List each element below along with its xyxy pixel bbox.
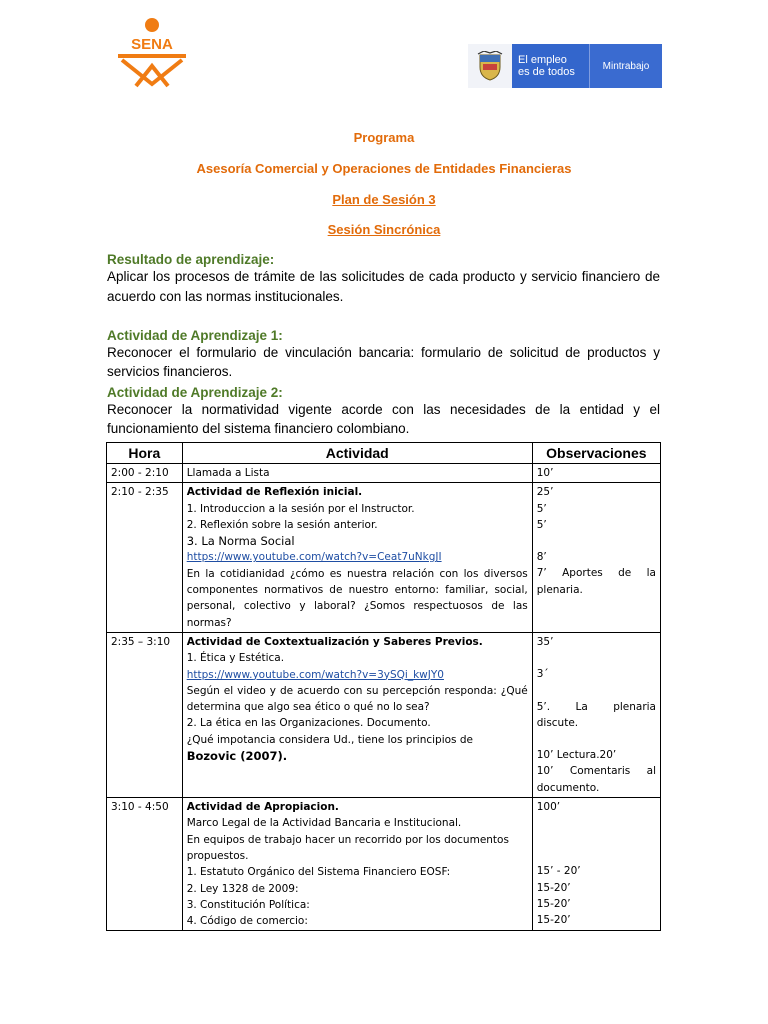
- actividad-paragraph: En la cotidianidad ¿cómo es nuestra relación con los diversos componentes normativos de nuestro entorno: familiar, social, personal, colectivo y laboral? ¿Somos respectuosos de las normas?: [186, 567, 528, 629]
- actividad-paragraph: ¿Qué impotancia considera Ud., tiene los principios de: [186, 733, 473, 746]
- cell-observaciones: [532, 632, 660, 797]
- actividad-line: 2. La ética en las Organizaciones. Documento.: [186, 717, 431, 730]
- gov-logo-line1: El empleo: [518, 54, 567, 66]
- obs-line: 15-20’: [536, 897, 571, 910]
- actividad2-section: [107, 385, 660, 438]
- spacer: [537, 815, 656, 831]
- cell-actividad: [182, 464, 532, 483]
- actividad-line: Marco Legal de la Actividad Bancaria e Institucional.: [186, 817, 462, 830]
- header-hora: Hora: [107, 443, 183, 464]
- program-label: Programa: [353, 130, 415, 145]
- actividad-line: 3. La Norma Social: [186, 534, 295, 549]
- obs-line: 15’ - 20’: [536, 865, 581, 878]
- header-actividad: Actividad: [182, 443, 532, 464]
- actividad-item: 4. Código de comercio:: [186, 915, 308, 928]
- actividad-paragraph: Según el video y de acuerdo con su percepción responda: ¿Qué determina que algo sea ético o qué no lo sea?: [186, 684, 528, 714]
- colombia-shield-icon: [468, 44, 512, 88]
- spacer: [537, 831, 656, 847]
- actividad1-heading: Actividad de Aprendizaje 1:: [107, 328, 283, 343]
- youtube-link[interactable]: https://www.youtube.com/watch?v=3ySQi_kwJY0: [186, 668, 444, 681]
- session-title-text: Sesión Sincrónica: [327, 222, 441, 237]
- table-row: [107, 464, 661, 483]
- plan-title-text: Plan de Sesión 3: [332, 192, 436, 207]
- actividad-title: Actividad de Reflexión inicial.: [186, 486, 363, 499]
- cell-hora: 2:35 – 3:10: [107, 632, 183, 797]
- cell-actividad: [182, 632, 532, 797]
- obs-line: 5’: [536, 502, 547, 515]
- resultado-text: Aplicar los procesos de trámite de las solicitudes de cada producto y servicio financiero de acuerdo con las normas institucionales.: [107, 269, 660, 304]
- table-header-row: [107, 443, 661, 464]
- obs-line: 25’: [536, 486, 554, 499]
- obs-line: 15-20’: [536, 881, 571, 894]
- spacer: [537, 847, 656, 863]
- el-empleo-badge: [512, 44, 589, 88]
- plan-title: [0, 192, 768, 207]
- actividad2-text: Reconocer la normatividad vigente acorde con las necesidades de la entidad y el funcionamiento del sistema financiero colombiano.: [107, 402, 660, 436]
- table-row: [107, 632, 661, 797]
- obs-line: 10’ Lectura.20’: [536, 749, 617, 762]
- resultado-section: [107, 252, 660, 307]
- actividad2-heading: Actividad de Aprendizaje 2:: [107, 385, 283, 400]
- actividad-line: En equipos de trabajo hacer un recorrido por los documentos propuestos.: [186, 833, 509, 862]
- obs-line: 15-20’: [536, 914, 571, 927]
- cell-observaciones: [532, 483, 660, 633]
- actividad-line: 1. Introduccion a la sesión por el Instructor.: [186, 502, 415, 515]
- mintrabajo-label: Mintrabajo: [589, 44, 662, 88]
- sena-logo-text: SENA: [131, 36, 173, 53]
- spacer: [537, 650, 656, 666]
- sena-logo: [112, 16, 192, 88]
- spacer: [537, 533, 656, 549]
- schedule-table: [106, 442, 661, 931]
- obs-line: 3´: [536, 668, 549, 681]
- session-title: [0, 222, 768, 237]
- cell-actividad: [182, 798, 532, 931]
- obs-line: 10’ Comentaris al documento.: [536, 765, 656, 794]
- resultado-heading: Resultado de aprendizaje:: [107, 252, 275, 267]
- spacer: [537, 731, 656, 747]
- actividad-title: Actividad de Coxtextualización y Saberes Previos.: [186, 635, 483, 648]
- cell-actividad: [182, 483, 532, 633]
- spacer: [537, 683, 656, 699]
- obs-line: 8’: [536, 551, 547, 564]
- header-observaciones: Observaciones: [532, 443, 660, 464]
- obs-line: 5’: [536, 518, 547, 531]
- actividad-item: 2. Ley 1328 de 2009:: [186, 882, 299, 895]
- actividad-line: 2. Reflexión sobre la sesión anterior.: [186, 518, 378, 531]
- actividad-title: Actividad de Apropiacion.: [186, 801, 339, 814]
- cell-hora: 2:10 - 2:35: [107, 483, 183, 633]
- table-row: [107, 798, 661, 931]
- table-row: [107, 483, 661, 633]
- actividad-text: Llamada a Lista: [186, 467, 270, 479]
- cell-hora: 2:00 - 2:10: [107, 464, 183, 483]
- actividad1-text: Reconocer el formulario de vinculación bancaria: formulario de solicitud de productos y servicios financieros.: [107, 345, 660, 379]
- obs-line: 35’: [536, 635, 554, 648]
- actividad1-section: [107, 328, 660, 381]
- obs-line: 7’ Aportes de la plenaria.: [536, 567, 656, 596]
- obs-line: 100’: [536, 801, 561, 814]
- cell-observaciones: [532, 464, 660, 483]
- obs-line: 5’. La plenaria discute.: [536, 700, 656, 729]
- actividad-item: 1. Estatuto Orgánico del Sistema Financiero EOSF:: [186, 866, 451, 879]
- cell-observaciones: [532, 798, 660, 931]
- youtube-link[interactable]: https://www.youtube.com/watch?v=Ceat7uNkgJI: [186, 551, 442, 564]
- government-logo: [468, 44, 662, 88]
- cell-hora: 3:10 - 4:50: [107, 798, 183, 931]
- gov-logo-line2: es de todos: [518, 66, 575, 78]
- actividad-item: 3. Constitución Política:: [186, 898, 310, 911]
- program-name: Asesoría Comercial y Operaciones de Entidades Financieras: [196, 161, 572, 176]
- obs-line: 10’: [536, 467, 554, 479]
- actividad-line: 1. Ética y Estética.: [186, 652, 285, 665]
- actividad-bold-ref: Bozovic (2007).: [186, 749, 288, 764]
